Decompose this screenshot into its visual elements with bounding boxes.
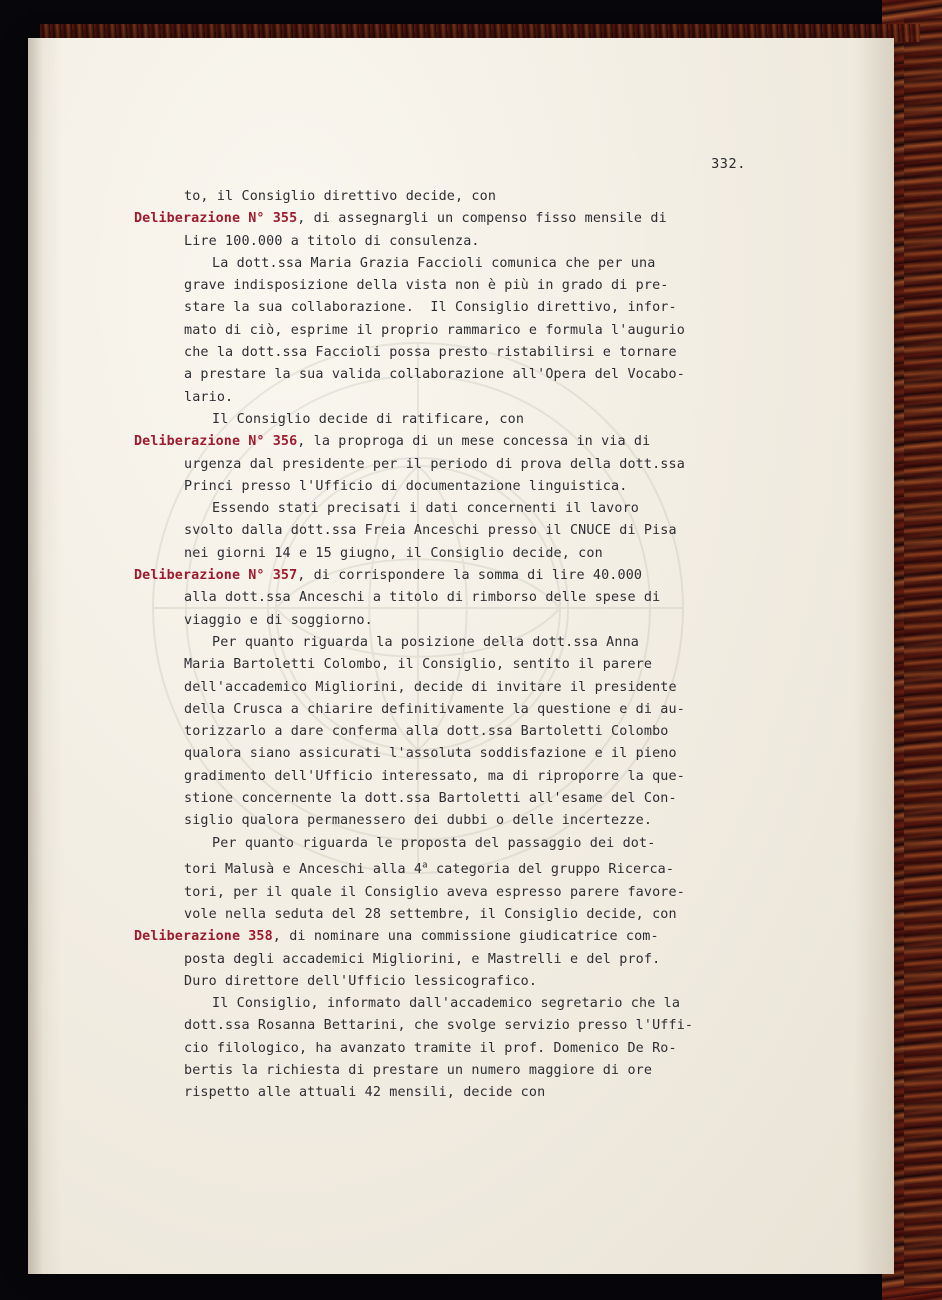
line-text: della Crusca a chiarire definitivamente la questione e di au- [184,701,685,717]
text-line [134,431,766,453]
line-text: svolto dalla dott.ssa Freia Anceschi presso il CNUCE di Pisa [184,523,677,539]
line-text: siglio qualora permanessero dei dubbi o delle incertezze. [184,813,653,829]
line-text: Il Consiglio, informato dall'accademico segretario che la [212,996,681,1012]
text-line [156,1015,766,1037]
text-line [156,498,766,520]
line-text: viaggio e di soggiorno. [184,612,373,628]
deliberation-label: Deliberazione 358 [134,929,273,945]
text-line [156,543,766,565]
line-text: vole nella seduta del 28 settembre, il Consiglio decide, con [184,906,677,922]
text-line [156,743,766,765]
text-line [134,926,766,948]
text-line [156,342,766,364]
text-line [156,971,766,993]
line-text: stare la sua collaborazione. Il Consiglio direttivo, infor- [184,300,677,316]
text-line [156,320,766,342]
page-gutter-shadow [28,38,62,1274]
text-line [156,454,766,476]
line-text: che la dott.ssa Faccioli possa presto ristabilirsi e tornare [184,345,677,361]
deliberation-label: Deliberazione N° 355 [134,211,298,227]
deliberation-label: Deliberazione N° 357 [134,568,298,584]
line-text: Lire 100.000 a titolo di consulenza. [184,233,480,249]
text-line [156,904,766,926]
text-line [134,208,766,230]
text-line [156,1038,766,1060]
page-number: 332. [711,156,746,172]
text-line [156,186,766,208]
line-text: dell'accademico Migliorini, decide di invitare il presidente [184,679,677,695]
document-body [134,186,766,1105]
line-text: , di assegnargli un compenso fisso mensile di [297,211,667,227]
line-text: grave indisposizione della vista non è più in grado di pre- [184,278,669,294]
text-line [156,387,766,409]
text-line [156,766,766,788]
text-line [156,476,766,498]
line-text: bertis la richiesta di prestare un numero maggiore di ore [184,1063,653,1079]
text-line [156,882,766,904]
line-text: , di corrispondere la somma di lire 40.000 [297,568,643,584]
text-line [156,632,766,654]
line-text: , di nominare una commissione giudicatrice com- [272,929,659,945]
marbled-book-edge-inner [904,18,942,1288]
line-text: urgenza dal presidente per il periodo di prova della dott.ssa [184,456,685,472]
text-line [156,1082,766,1104]
deliberation-label: Deliberazione N° 356 [134,434,298,450]
line-text: lario. [184,389,234,405]
line-text: La dott.ssa Maria Grazia Faccioli comunica che per una [212,255,656,271]
line-text: rispetto alle attuali 42 mensili, decide con [184,1085,546,1101]
line-text: mato di ciò, esprime il proprio rammarico e formula l'augurio [184,322,685,338]
text-line [156,364,766,386]
text-line [156,409,766,431]
line-text: dott.ssa Rosanna Bettarini, che svolge servizio presso l'Uffi- [184,1018,694,1034]
ordinal-superscript: a [422,860,428,871]
line-text: Essendo stati precisati i dati concernenti il lavoro [212,501,640,517]
line-text: alla dott.ssa Anceschi a titolo di rimborso delle spese di [184,590,661,606]
line-text: qualora siano assicurati l'assoluta soddisfazione e il pieno [184,746,677,762]
text-line [156,833,766,855]
text-line [134,565,766,587]
line-text: nei giorni 14 e 15 giugno, il Consiglio decide, con [184,545,603,561]
line-text: , la proproga di un mese concessa in via di [297,434,651,450]
document-page [28,38,894,1274]
text-line [156,610,766,632]
line-text: tori Malusà e Anceschi alla 4$^a$ categoria del gruppo Ricerca- [184,860,675,878]
line-text: stione concernente la dott.ssa Bartoletti all'esame del Con- [184,791,677,807]
text-line [156,275,766,297]
text-line [156,855,766,882]
line-text: Per quanto riguarda la posizione della dott.ssa Anna [212,634,640,650]
text-line [156,253,766,275]
text-line [156,587,766,609]
line-text: torizzarlo a dare conferma alla dott.ssa Bartoletti Colombo [184,724,669,740]
line-text: Princi presso l'Ufficio di documentazione linguistica. [184,478,628,494]
text-line [156,520,766,542]
text-line [156,810,766,832]
line-text: Duro direttore dell'Ufficio lessicografico. [184,973,538,989]
line-text: to, il Consiglio direttivo decide, con [184,189,497,204]
text-line [156,677,766,699]
page-right-shadow [854,38,894,1274]
line-text: Per quanto riguarda le proposta del passaggio dei dot- [212,835,656,851]
text-line [156,949,766,971]
line-text: a prestare la sua valida collaborazione all'Opera del Vocabo- [184,367,685,383]
text-line [156,993,766,1015]
text-line [156,654,766,676]
line-text: Maria Bartoletti Colombo, il Consiglio, sentito il parere [184,657,653,673]
line-text: cio filologico, ha avanzato tramite il prof. Domenico De Ro- [184,1040,677,1056]
line-text: posta degli accademici Migliorini, e Mastrelli e del prof. [184,951,661,967]
text-line [156,231,766,253]
text-line [156,788,766,810]
text-line [156,297,766,319]
text-line [156,721,766,743]
line-text: Il Consiglio decide di ratificare, con [212,411,525,427]
text-line [156,699,766,721]
text-line [156,1060,766,1082]
line-text: tori, per il quale il Consiglio aveva espresso parere favore- [184,884,685,900]
line-text: gradimento dell'Ufficio interessato, ma di riproporre la que- [184,768,685,784]
